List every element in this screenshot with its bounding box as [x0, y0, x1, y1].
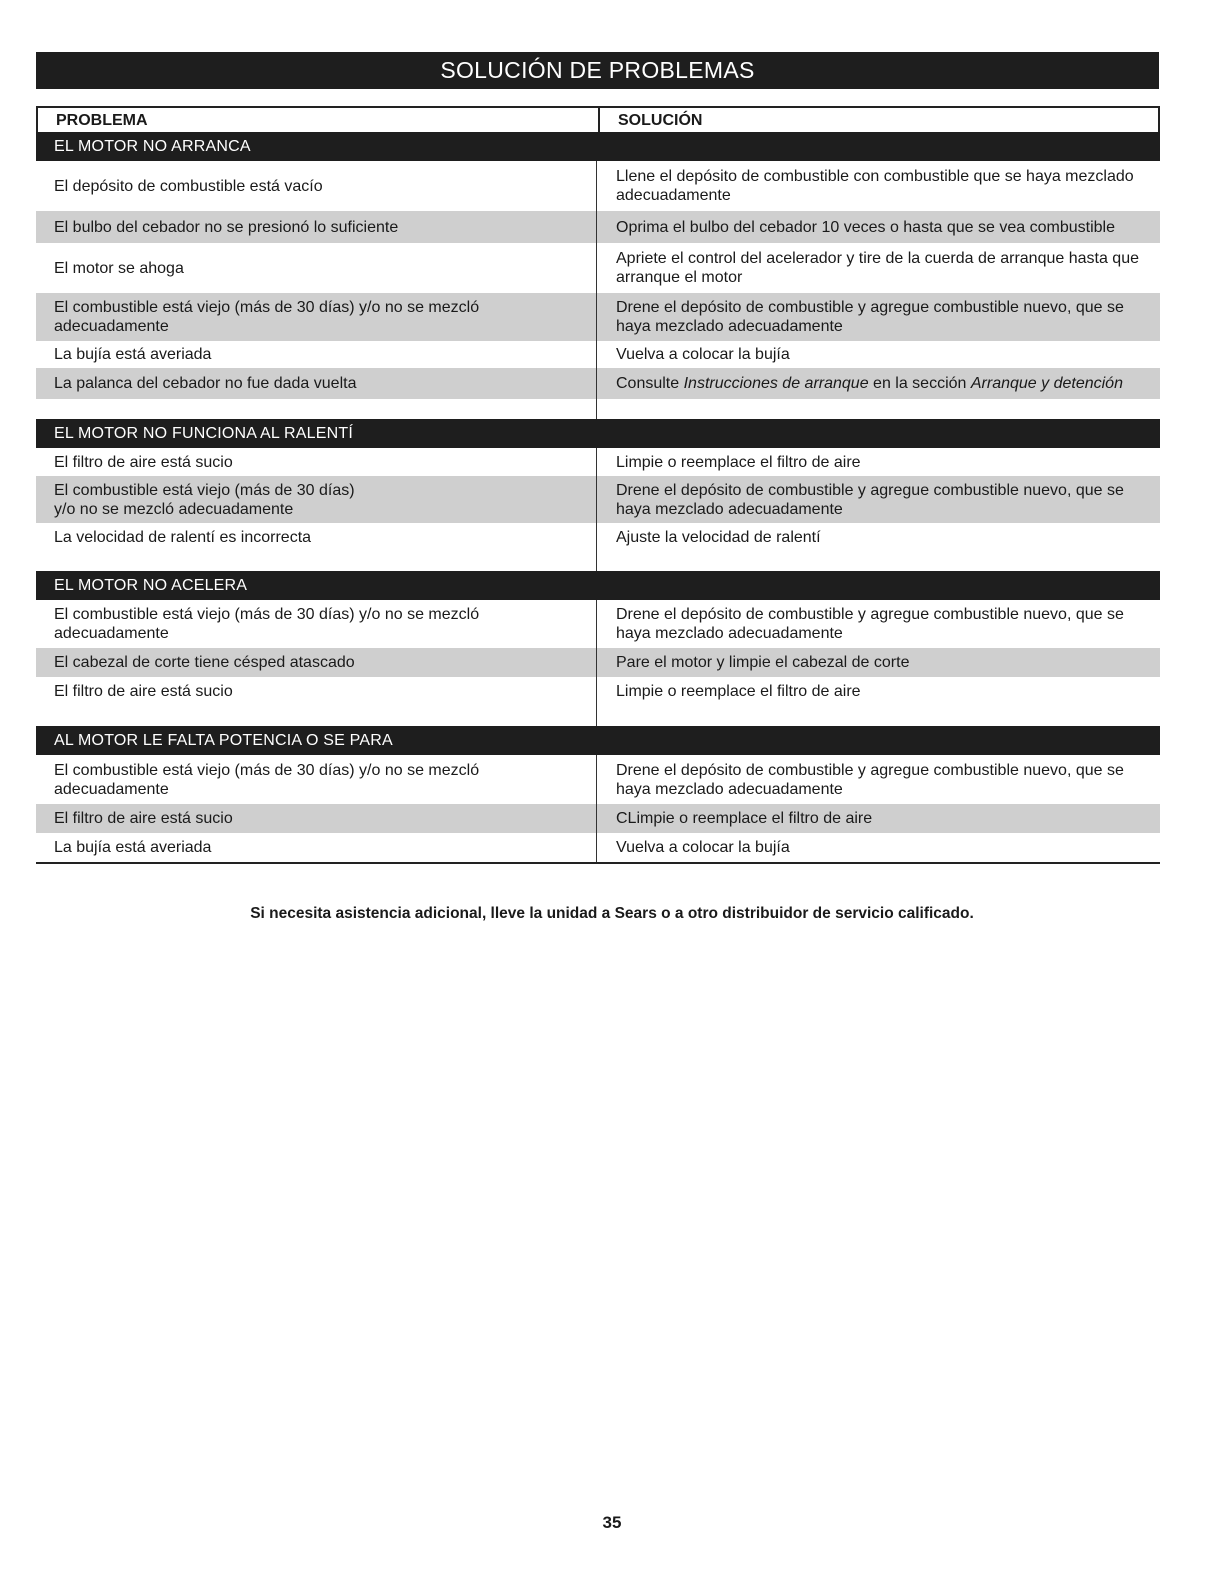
- troubleshooting-table: [36, 106, 1160, 864]
- table-row: [36, 648, 1160, 677]
- solution-cell: Llene el depósito de combustible con combustible que se haya mezclado adecuadamente: [616, 168, 1134, 204]
- problem-cell: El combustible está viejo (más de 30 días) y/o no se mezcló adecuadamente: [54, 761, 480, 798]
- solution-cell: Drene el depósito de combustible y agregue combustible nuevo, que se haya mezclado adecuadamente: [616, 481, 1124, 518]
- solution-cell: Drene el depósito de combustible y agregue combustible nuevo, que se haya mezclado adecuadamente: [616, 606, 1124, 642]
- section-heading: EL MOTOR NO FUNCIONA AL RALENTÍ: [36, 419, 1160, 448]
- section-engine-wont-idle: [36, 419, 1160, 571]
- problem-cell: La palanca del cebador no fue dada vuelta: [54, 375, 357, 392]
- table-row: [36, 368, 1160, 399]
- problem-cell: El combustible está viejo (más de 30 días) y/o no se mezcló adecuadamente: [54, 481, 355, 518]
- solution-cell: Oprima el bulbo del cebador 10 veces o hasta que se vea combustible: [616, 218, 1115, 236]
- solution-cell: Consulte Instrucciones de arranque en la sección Arranque y detención: [616, 375, 1123, 392]
- problem-cell: El filtro de aire está sucio: [54, 810, 233, 827]
- section-engine-wont-start: [36, 132, 1160, 419]
- solution-cell: Vuelva a colocar la bujía: [616, 839, 790, 856]
- problem-cell: El bulbo del cebador no se presionó lo suficiente: [54, 218, 399, 236]
- table-row: [36, 677, 1160, 706]
- solution-cell: Limpie o reemplace el filtro de aire: [616, 453, 861, 471]
- problem-column-header: PROBLEMA: [56, 112, 148, 129]
- solution-cell: Drene el depósito de combustible y agregue combustible nuevo, que se haya mezclado adecuadamente: [616, 299, 1124, 335]
- problem-cell: El motor se ahoga: [54, 259, 184, 277]
- table-row: [36, 755, 1160, 804]
- table-row: [36, 243, 1160, 293]
- section-engine-lacks-power: [36, 726, 1160, 862]
- table-row: [36, 476, 1160, 523]
- section-heading: AL MOTOR LE FALTA POTENCIA O SE PARA: [36, 726, 1160, 755]
- table-row: [36, 523, 1160, 551]
- table-row: [36, 833, 1160, 862]
- solution-cell: Ajuste la velocidad de ralentí: [616, 528, 821, 546]
- table-row: [36, 293, 1160, 341]
- table-row: [36, 448, 1160, 476]
- problem-cell: El combustible está viejo (más de 30 días) y/o no se mezcló adecuadamente: [54, 606, 480, 642]
- table-row: [36, 804, 1160, 833]
- problem-cell: El filtro de aire está sucio: [54, 453, 233, 471]
- solution-cell: CLimpie o reemplace el filtro de aire: [616, 810, 873, 827]
- section-heading: EL MOTOR NO ACELERA: [36, 571, 1160, 600]
- problem-cell: El filtro de aire está sucio: [54, 683, 233, 700]
- section-heading: EL MOTOR NO ARRANCA: [36, 132, 1160, 161]
- problem-cell: La bujía está averiada: [54, 839, 212, 856]
- table-row: [36, 211, 1160, 243]
- problem-cell: La velocidad de ralentí es incorrecta: [54, 528, 312, 546]
- solution-cell: Vuelva a colocar la bujía: [616, 346, 790, 363]
- problem-cell: El depósito de combustible está vacío: [54, 177, 323, 195]
- table-row: [36, 341, 1160, 368]
- page-number: 35: [602, 1513, 622, 1532]
- solution-column-header: SOLUCIÓN: [618, 112, 703, 129]
- problem-cell: La bujía está averiada: [54, 346, 212, 363]
- solution-cell: Pare el motor y limpie el cabezal de corte: [616, 654, 910, 671]
- page-title: SOLUCIÓN DE PROBLEMAS: [36, 52, 1159, 89]
- solution-cell: Apriete el control del acelerador y tire de la cuerda de arranque hasta que arranque el motor: [616, 250, 1139, 286]
- table-header: [36, 106, 1160, 132]
- table-row: [36, 600, 1160, 648]
- solution-cell: Drene el depósito de combustible y agregue combustible nuevo, que se haya mezclado adecuadamente: [616, 761, 1124, 798]
- table-row: [36, 161, 1160, 211]
- assistance-note: Si necesita asistencia adicional, lleve la unidad a Sears o a otro distribuidor de servicio calificado.: [250, 905, 974, 922]
- section-engine-wont-accelerate: [36, 571, 1160, 726]
- solution-cell: Limpie o reemplace el filtro de aire: [616, 683, 861, 700]
- table-bottom-rule: [36, 862, 1160, 864]
- problem-cell: El combustible está viejo (más de 30 días) y/o no se mezcló adecuadamente: [54, 299, 480, 335]
- problem-cell: El cabezal de corte tiene césped atascado: [54, 654, 355, 671]
